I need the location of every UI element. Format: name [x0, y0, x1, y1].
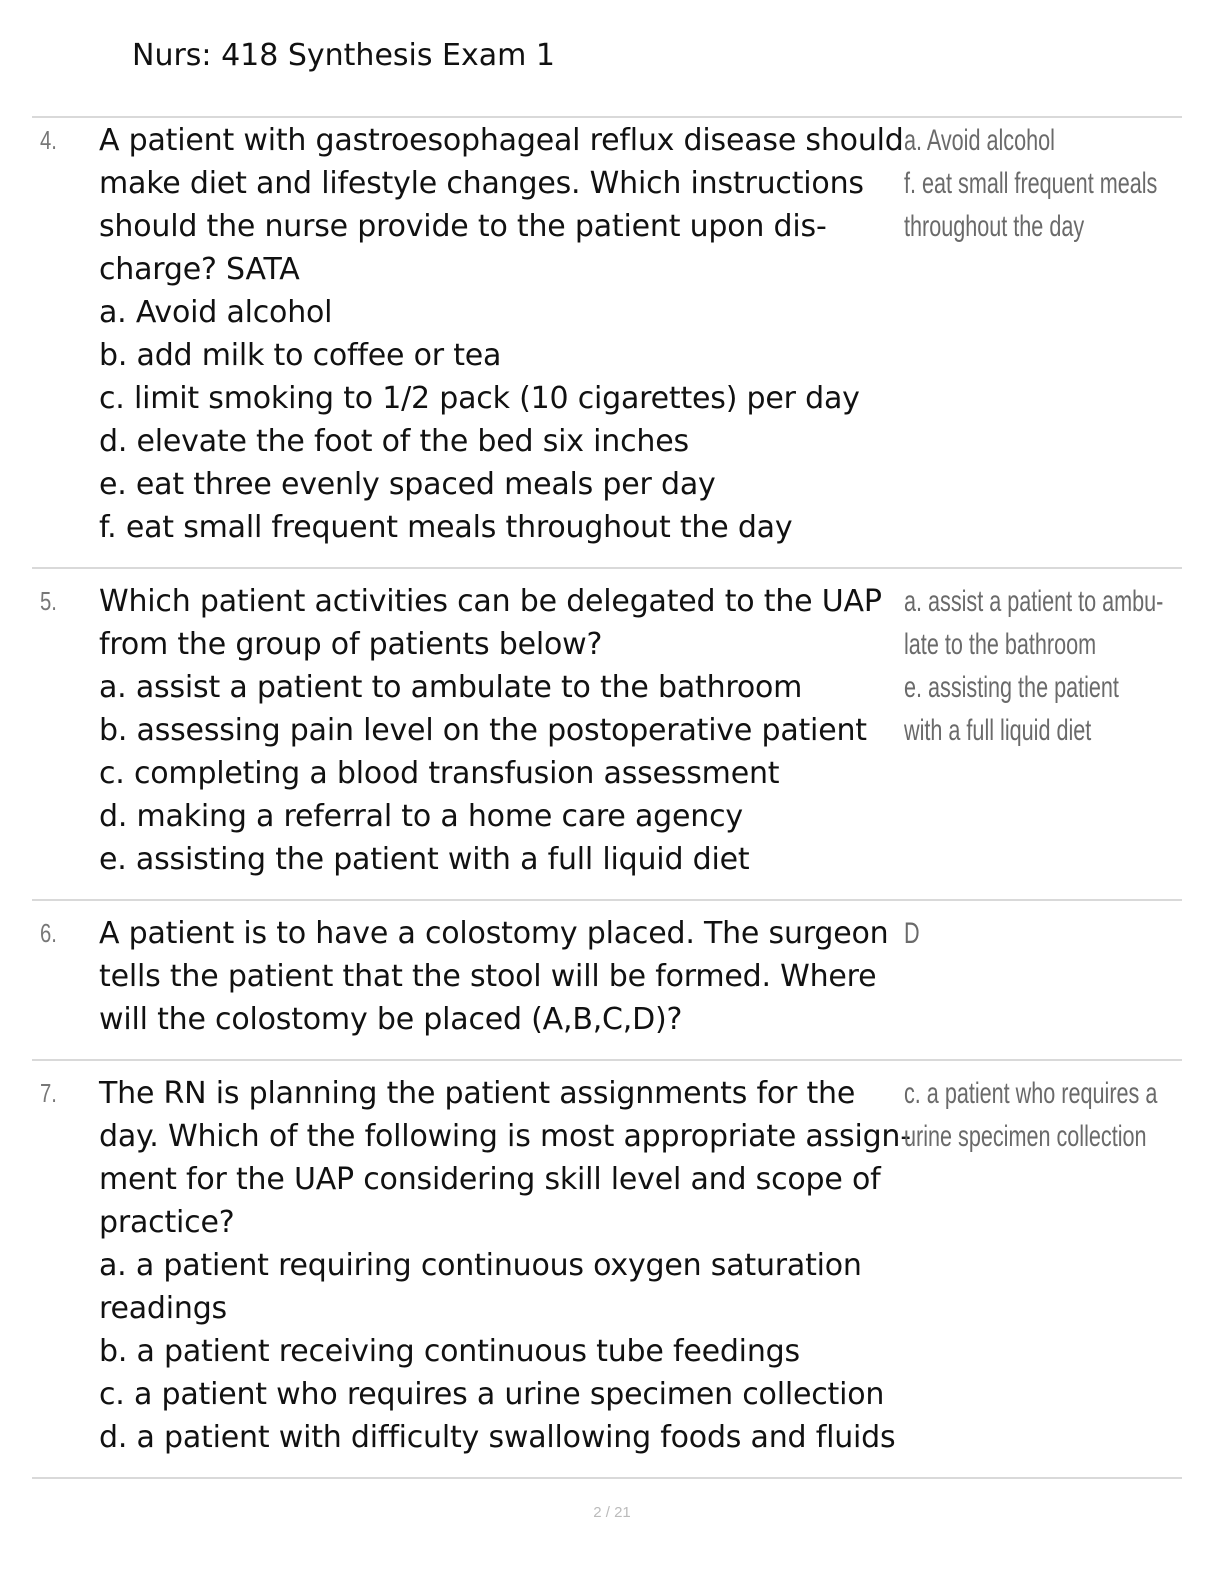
question-number: 6.: [40, 918, 57, 948]
question-text: [99, 1072, 911, 1459]
answer-line: c. a patient who requires a: [904, 1077, 1158, 1110]
answer-line: with a full liquid diet: [904, 714, 1092, 747]
answer-line: urine specimen collection: [904, 1120, 1147, 1153]
question-line: charge? SATA: [99, 252, 300, 287]
option-d: d. making a referral to a home care agency: [99, 799, 743, 834]
question-line: day. Which of the following is most appropriate assign-: [99, 1119, 911, 1154]
question-line: Which patient activities can be delegated to the UAP: [99, 584, 882, 619]
answer-line: a. Avoid alcohol: [904, 124, 1055, 157]
question-text: [99, 119, 904, 549]
option-b: b. assessing pain level on the postoperative patient: [99, 713, 867, 748]
divider: [32, 116, 1182, 118]
answer-line: throughout the day: [904, 210, 1085, 243]
option-a: a. assist a patient to ambulate to the bathroom: [99, 670, 803, 705]
divider: [32, 899, 1182, 901]
question-number: 5.: [40, 586, 57, 616]
divider: [32, 1477, 1182, 1479]
option-c: c. a patient who requires a urine specimen collection: [99, 1377, 885, 1412]
divider: [32, 1059, 1182, 1061]
question-line: The RN is planning the patient assignments for the: [99, 1076, 856, 1111]
option-b: b. a patient receiving continuous tube feedings: [99, 1334, 800, 1369]
answer-line: e. assisting the patient: [904, 671, 1119, 704]
option-f: f. eat small frequent meals throughout the day: [99, 510, 793, 545]
divider: [32, 567, 1182, 569]
page-title: Nurs: 418 Synthesis Exam 1: [132, 38, 555, 73]
question-text: [99, 580, 899, 881]
question-line: ment for the UAP considering skill level and scope of: [99, 1162, 881, 1197]
option-a: a. Avoid alcohol: [99, 295, 333, 330]
answer-text: [904, 1072, 1158, 1158]
question-line: from the group of patients below?: [99, 627, 603, 662]
answer-line: D: [904, 917, 920, 950]
answer-text: [904, 912, 1120, 955]
answer-line: f. eat small frequent meals: [904, 167, 1158, 200]
page-number: 2 / 21: [593, 1504, 631, 1521]
question-number: 7.: [40, 1078, 57, 1108]
question-line: practice?: [99, 1205, 235, 1240]
option-d: d. a patient with difficulty swallowing foods and fluids: [99, 1420, 896, 1455]
option-e: e. eat three evenly spaced meals per day: [99, 467, 716, 502]
option-c: c. completing a blood transfusion assessment: [99, 756, 780, 791]
option-c: c. limit smoking to 1/2 pack (10 cigarettes) per day: [99, 381, 860, 416]
question-line: A patient with gastroesophageal reflux disease should: [99, 123, 904, 158]
option-e: e. assisting the patient with a full liquid diet: [99, 842, 750, 877]
option-b: b. add milk to coffee or tea: [99, 338, 502, 373]
answer-text: [904, 580, 1164, 752]
question-text: [99, 912, 899, 1041]
question-line: will the colostomy be placed (A,B,C,D)?: [99, 1002, 683, 1037]
answer-text: [904, 119, 1158, 248]
question-line: tells the patient that the stool will be formed. Where: [99, 959, 877, 994]
option-a-continued: readings: [99, 1291, 227, 1326]
option-a: a. a patient requiring continuous oxygen saturation: [99, 1248, 862, 1283]
question-number: 4.: [40, 125, 57, 155]
question-line: A patient is to have a colostomy placed. The surgeon: [99, 916, 889, 951]
question-line: should the nurse provide to the patient upon dis-: [99, 209, 827, 244]
question-line: make diet and lifestyle changes. Which instructions: [99, 166, 864, 201]
option-d: d. elevate the foot of the bed six inches: [99, 424, 689, 459]
answer-line: a. assist a patient to ambu-: [904, 585, 1164, 618]
answer-line: late to the bathroom: [904, 628, 1097, 661]
